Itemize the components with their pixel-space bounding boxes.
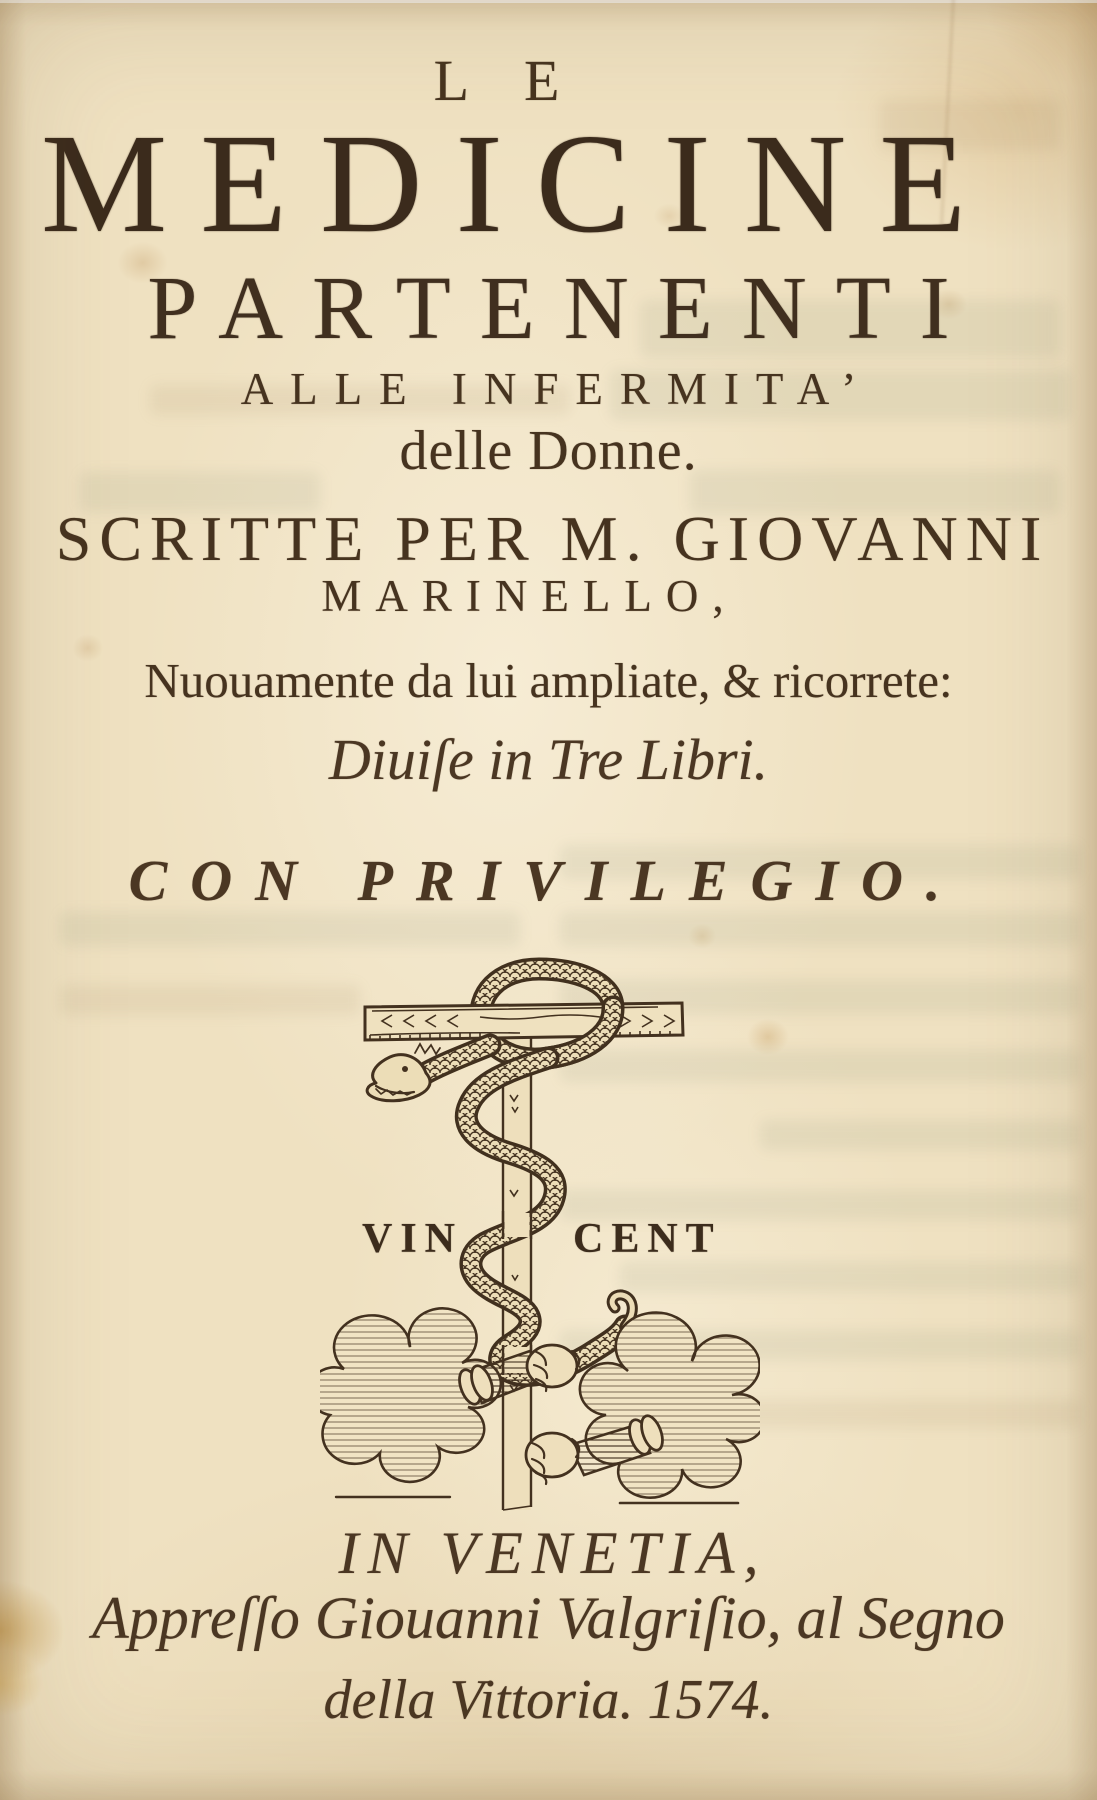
showthrough-ghost — [60, 985, 360, 1015]
showthrough-ghost — [60, 912, 520, 946]
imprint-sign-and-year: della Vittoria. 1574. — [323, 1669, 774, 1731]
showthrough-ghost — [560, 912, 1080, 946]
device-motto-vin: VIN — [362, 1216, 464, 1262]
tau-cross-beam — [365, 1003, 683, 1040]
imprint-publisher: Appreſſo Giouanni Valgriſio, al Segno — [92, 1585, 1005, 1651]
edition-line-nuouamente: Nuouamente da lui ampliate, & ricorrete: — [144, 653, 953, 708]
title-line-partenenti: PARTENENTI — [147, 259, 979, 358]
imprint-place: IN VENETIA, — [338, 1520, 768, 1586]
title-line-le: LE — [433, 48, 615, 113]
edition-line-diuise: Diuiſe in Tre Libri. — [328, 727, 769, 792]
device-motto-cent: CENT — [573, 1216, 722, 1262]
showthrough-ghost — [760, 1120, 1080, 1150]
title-line-alle-infermita: ALLE INFERMITA’ — [240, 364, 874, 414]
privilege-line: CON PRIVILEGIO. — [128, 848, 964, 913]
author-line-scritte: SCRITTE PER M. GIOVANNI — [55, 503, 1050, 574]
author-line-marinello: MARINELLO, — [321, 571, 738, 621]
scan-edge — [0, 0, 1097, 3]
title-line-medicine: MEDICINE — [40, 104, 1000, 262]
title-line-delle-donne: delle Donne. — [399, 420, 698, 482]
